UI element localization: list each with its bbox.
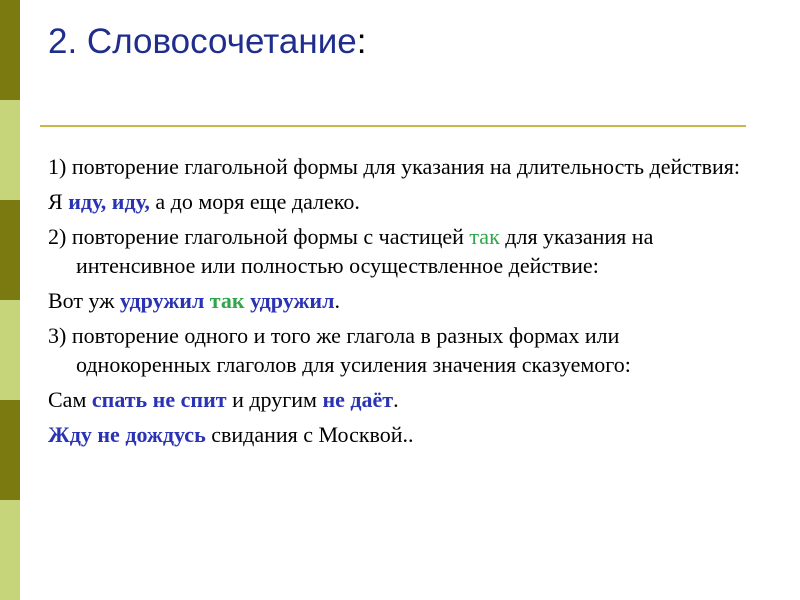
side-bar-segment: [0, 500, 20, 600]
example-1: [48, 187, 748, 216]
particle-highlight: так: [209, 288, 245, 313]
slide-body: [48, 152, 748, 455]
example-3: [48, 385, 748, 414]
rule-text: для указания на интенсивное или полностью осуществленное действие:: [76, 224, 654, 278]
particle-highlight: так: [469, 224, 500, 249]
rule-text: 1) повторение глагольной формы для указания на длительность действия:: [48, 154, 741, 179]
example-emphasis: удружил: [250, 288, 335, 313]
title-divider: [40, 125, 746, 127]
example-4: [48, 420, 748, 449]
example-text: .: [393, 387, 399, 412]
example-text: Сам: [48, 387, 92, 412]
rule-text: 2) повторение глагольной формы с частицей: [48, 224, 470, 249]
example-2: [48, 286, 748, 315]
example-text: Вот уж: [48, 288, 120, 313]
example-emphasis: иду, иду,: [68, 189, 150, 214]
rule-item-2: [48, 222, 748, 280]
title-main: 2. Словосочетание: [48, 22, 357, 61]
example-text: Я: [48, 189, 69, 214]
side-bar-segment: [0, 0, 20, 100]
rule-item-3: [48, 321, 748, 379]
example-text: .: [334, 288, 340, 313]
side-bar-segment: [0, 300, 20, 400]
rule-text: 3) повторение одного и того же глагола в разных формах или однокоренных глаголов для усиления значения сказуемого:: [48, 323, 631, 377]
example-emphasis: не даёт: [322, 387, 394, 412]
example-emphasis: удружил: [119, 288, 205, 313]
title-colon: :: [356, 22, 367, 61]
example-text: и другим: [226, 387, 323, 412]
side-bar-segment: [0, 400, 20, 500]
example-emphasis: Жду не дождусь: [48, 422, 206, 447]
side-bar-segment: [0, 200, 20, 300]
example-emphasis: спать не спит: [91, 387, 227, 412]
side-decoration-bar: [0, 0, 20, 600]
rule-item-1: [48, 152, 748, 181]
example-text: а до моря еще далеко.: [149, 189, 360, 214]
side-bar-segment: [0, 100, 20, 200]
slide-title: [48, 22, 366, 62]
example-text: свидания с Москвой..: [205, 422, 414, 447]
